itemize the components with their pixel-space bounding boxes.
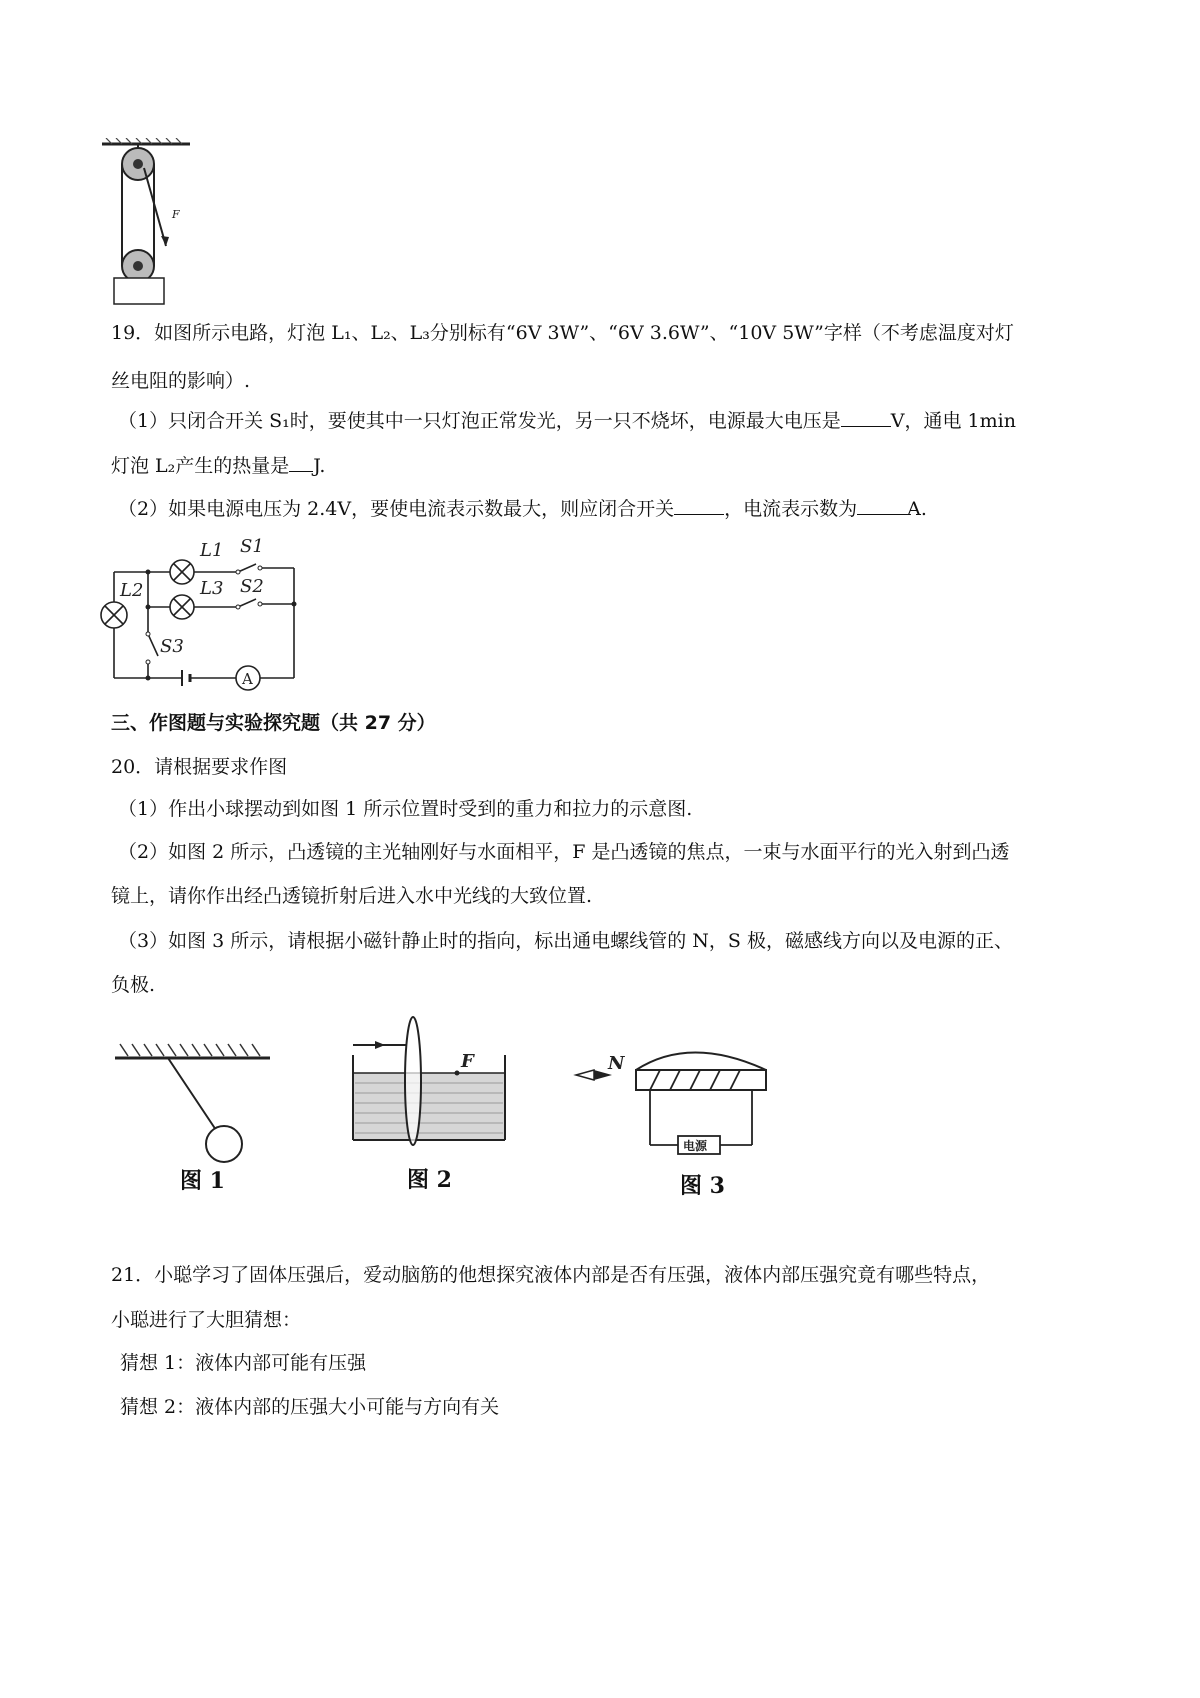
needle-label: N (608, 1053, 625, 1074)
q19-text-line2: 丝电阻的影响）. (111, 370, 251, 392)
q20-part1: （1）作出小球摆动到如图 1 所示位置时受到的重力和拉力的示意图. (118, 798, 693, 820)
answer-blank-heat[interactable] (289, 451, 313, 472)
q19-part1-text-d: J. (313, 455, 326, 477)
figure-1-pendulum (110, 1040, 280, 1205)
q19-text-line1: 19．如图所示电路，灯泡 L₁、L₂、L₃分别标有“6V 3W”、“6V 3.6W”、“10V 5W”字样（不考虑温度对灯 (111, 322, 1014, 344)
answer-blank-switch[interactable] (674, 494, 724, 515)
figure-3-solenoid (570, 1015, 780, 1205)
answer-blank-voltage[interactable] (841, 406, 891, 427)
label-l1: L1 (200, 540, 224, 561)
figure-3-caption: 图 3 (680, 1173, 725, 1199)
q20-part3-line2: 负极. (111, 974, 156, 996)
q20-part2-line2: 镜上，请你作出经凸透镜折射后进入水中光线的大致位置. (111, 885, 593, 907)
figure-2-lens-water (345, 1015, 520, 1205)
answer-blank-current[interactable] (857, 494, 907, 515)
label-l3: L3 (200, 578, 224, 599)
q19-part1-line2 (111, 451, 325, 479)
focus-label: F (461, 1051, 474, 1072)
label-l2: L2 (120, 580, 144, 601)
ammeter-label: A (242, 670, 253, 688)
q19-part1-text-c: 灯泡 L₂产生的热量是 (111, 455, 290, 477)
power-source-label: 电源 (683, 1139, 708, 1153)
figure-2-caption: 图 2 (407, 1167, 452, 1193)
q19-part1-text-a: （1）只闭合开关 S₁时，要使其中一只灯泡正常发光，另一只不烧坏，电源最大电压是 (118, 410, 841, 432)
q21-guess1: 猜想 1：液体内部可能有压强 (120, 1352, 367, 1374)
label-s2: S2 (240, 576, 264, 597)
q21-guess2: 猜想 2：液体内部的压强大小可能与方向有关 (120, 1396, 500, 1418)
section-heading: 三、作图题与实验探究题（共 27 分） (111, 712, 436, 734)
q20-part3-line1: （3）如图 3 所示，请根据小磁针静止时的指向，标出通电螺线管的 N，S 极，磁感线方向以及电源的正、 (118, 930, 1013, 952)
q19-part1-line1 (118, 406, 1016, 434)
q19-part2-text-a: （2）如果电源电压为 2.4V，要使电流表示数最大，则应闭合开关 (118, 498, 675, 520)
q19-part2-text-c: A. (907, 498, 927, 520)
figure-1-caption: 图 1 (180, 1168, 225, 1194)
q19-part2-text-b: ，电流表示数为 (724, 498, 858, 520)
pulley-figure (100, 138, 200, 308)
q20-title: 20．请根据要求作图 (111, 756, 288, 778)
q19-part2-line (118, 494, 927, 522)
q21-line1: 21．小聪学习了固体压强后，爱动脑筋的他想探究液体内部是否有压强，液体内部压强究竟有哪些特点， (111, 1264, 991, 1286)
q20-part2-line1: （2）如图 2 所示，凸透镜的主光轴刚好与水面相平，F 是凸透镜的焦点，一束与水面平行的光入射到凸透 (118, 841, 1010, 863)
circuit-diagram (100, 532, 305, 692)
label-s3: S3 (160, 636, 184, 657)
label-s1: S1 (240, 536, 264, 557)
q21-line2: 小聪进行了大胆猜想： (111, 1309, 302, 1331)
q19-part1-text-b: V，通电 1min (890, 410, 1016, 432)
force-label: F (172, 208, 180, 221)
